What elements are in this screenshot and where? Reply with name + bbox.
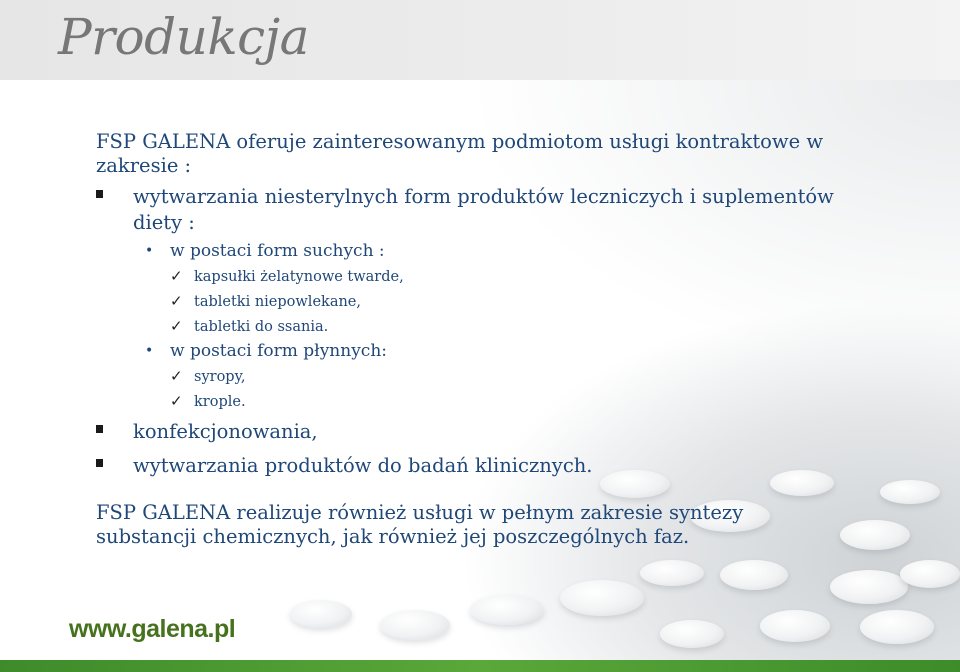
form-item (133, 340, 856, 415)
form-sub-item-label: tabletki do ssania. (194, 319, 329, 335)
form-sub-item-label: krople. (194, 394, 246, 410)
form-sub-item (170, 365, 856, 390)
service-label: wytwarzania niesterylnych form produktów leczniczych i suplementów diety : (133, 185, 834, 234)
intro-paragraph: FSP GALENA oferuje zainteresowanym podmiotom usługi kontraktowe w zakresie : (96, 130, 824, 177)
bullet-dot-icon: • (145, 343, 154, 359)
form-items-list (170, 365, 856, 415)
checkmark-icon: ✓ (170, 292, 183, 310)
square-bullet-icon (96, 190, 103, 198)
service-label: wytwarzania produktów do badań klinicznych. (133, 454, 593, 477)
form-sub-item-label: syropy, (194, 369, 246, 385)
slide-content (96, 130, 856, 549)
service-item (96, 453, 856, 479)
form-label: w postaci form płynnych: (170, 341, 387, 361)
bullet-dot-icon: • (145, 243, 154, 259)
forms-list (133, 240, 856, 415)
checkmark-icon: ✓ (170, 267, 183, 285)
closing-paragraph: FSP GALENA realizuje również usługi w pełnym zakresie syntezy substancji chemicznych, jak również jej poszczególnych faz. (96, 501, 744, 548)
form-sub-item (170, 315, 856, 340)
checkmark-icon: ✓ (170, 392, 183, 410)
footer-bar (0, 660, 960, 672)
form-sub-item-label: tabletki niepowlekane, (194, 294, 361, 310)
checkmark-icon: ✓ (170, 317, 183, 335)
form-item (133, 240, 856, 340)
form-sub-item-label: kapsułki żelatynowe twarde, (194, 269, 404, 285)
form-sub-item (170, 265, 856, 290)
service-item (96, 419, 856, 445)
website-logo[interactable]: www.galena.pl (69, 615, 236, 643)
checkmark-icon: ✓ (170, 367, 183, 385)
form-items-list (170, 265, 856, 340)
service-label: konfekcjonowania, (133, 420, 318, 443)
page-title: Produkcja (58, 8, 309, 66)
services-list (96, 184, 856, 479)
form-sub-item (170, 390, 856, 415)
square-bullet-icon (96, 425, 103, 433)
service-item (96, 184, 856, 415)
form-sub-item (170, 290, 856, 315)
square-bullet-icon (96, 459, 103, 467)
form-label: w postaci form suchych : (170, 241, 385, 261)
